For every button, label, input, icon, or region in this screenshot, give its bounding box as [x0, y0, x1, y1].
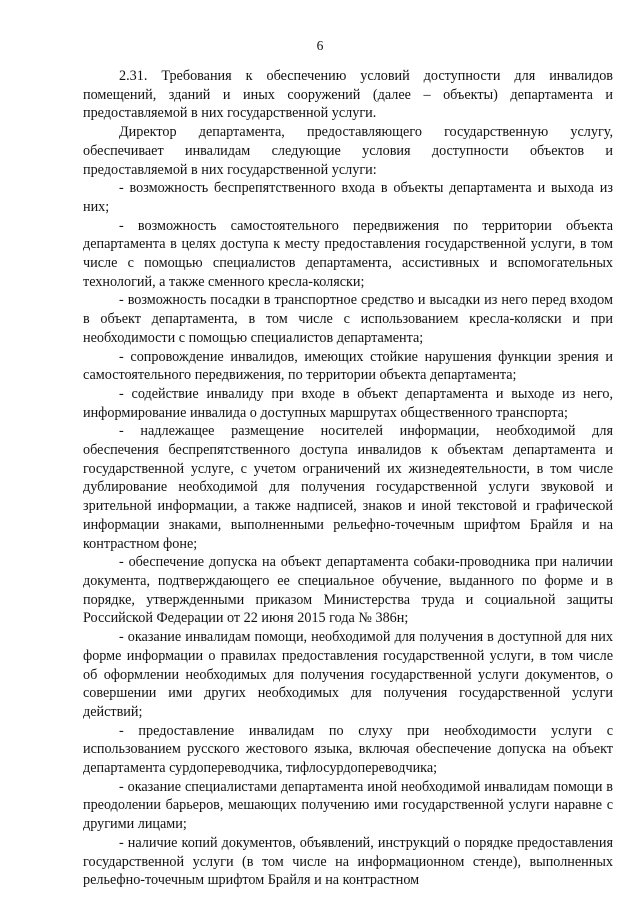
- paragraph-intro: Директор департамента, предоставляющего государственную услугу, обеспечивает инвалидам следующие условия доступности объектов и предоставляемой в них государственной услуги:: [83, 124, 613, 178]
- list-item: - сопровождение инвалидов, имеющих стойкие нарушения функции зрения и самостоятельного передвижения, по территории объекта департамента;: [83, 348, 613, 384]
- list-item: - надлежащее размещение носителей информации, необходимой для обеспечения беспрепятственного доступа инвалидов к объектам департамента и государственной услуге, с учетом ограничений их жизнедеятельности, в том числе дублирование необходимой для получения государственной услуги звуковой и зрительной информации, а также надписей, знаков и иной текстовой и графической информации знаками, выполненными рельефно-точечным шрифтом Брайля и на контрастном фоне;: [83, 423, 613, 552]
- list-item: - оказание инвалидам помощи, необходимой для получения в доступной для них форме информации о правилах предоставления государственной услуги, в том числе об оформлении необходимых для получения государственной услуги документов, о совершении ими других необходимых для получения государственной услуги действий;: [83, 629, 613, 720]
- list-item: - оказание специалистами департамента иной необходимой инвалидам помощи в преодолении барьеров, мешающих получению ими государственной услуги наравне с другими лицами;: [83, 778, 613, 833]
- list-item: - возможность беспрепятственного входа в объекты департамента и выхода из них;: [83, 180, 613, 215]
- list-item: - возможность посадки в транспортное средство и высадки из него перед входом в объект департамента, в том числе с использованием кресла-коляски и при необходимости с помощью специалистов департамента;: [83, 292, 613, 346]
- page-number: 6: [316, 38, 324, 53]
- list-item: - возможность самостоятельного передвижения по территории объекта департамента в целях доступа к месту предоставления государственной услуги, в том числе с помощью специалистов департамента, ассистивных и вспомогательных технологий, а также сменного кресла-коляски;: [83, 217, 613, 290]
- list-item: - предоставление инвалидам по слуху при необходимости услуги с использованием русского жестового языка, включая обеспечение допуска на объект департамента сурдопереводчика, тифлосурдопереводчика;: [83, 722, 613, 777]
- list-item: - содействие инвалиду при входе в объект департамента и выходе из него, информирование инвалида о доступных маршрутах общественного транспорта;: [83, 385, 613, 421]
- document-body: [83, 67, 613, 890]
- paragraph-section-heading: 2.31. Требования к обеспечению условий доступности для инвалидов помещений, зданий и иных сооружений (далее – объекты) департамента и предоставляемой в них государственной услуги.: [83, 68, 613, 122]
- list-item: - обеспечение допуска на объект департамента собаки-проводника при наличии документа, подтверждающего ее специальное обучение, выданного по форме и в порядке, утвержденными приказом Министерства труда и социальной защиты Российской Федерации от 22 июня 2015 года № 386н;: [83, 554, 613, 627]
- list-item: - наличие копий документов, объявлений, инструкций о порядке предоставления государственной услуги (в том числе на информационном стенде), выполненных рельефно-точечным шрифтом Брайля и на контрастном: [83, 834, 613, 889]
